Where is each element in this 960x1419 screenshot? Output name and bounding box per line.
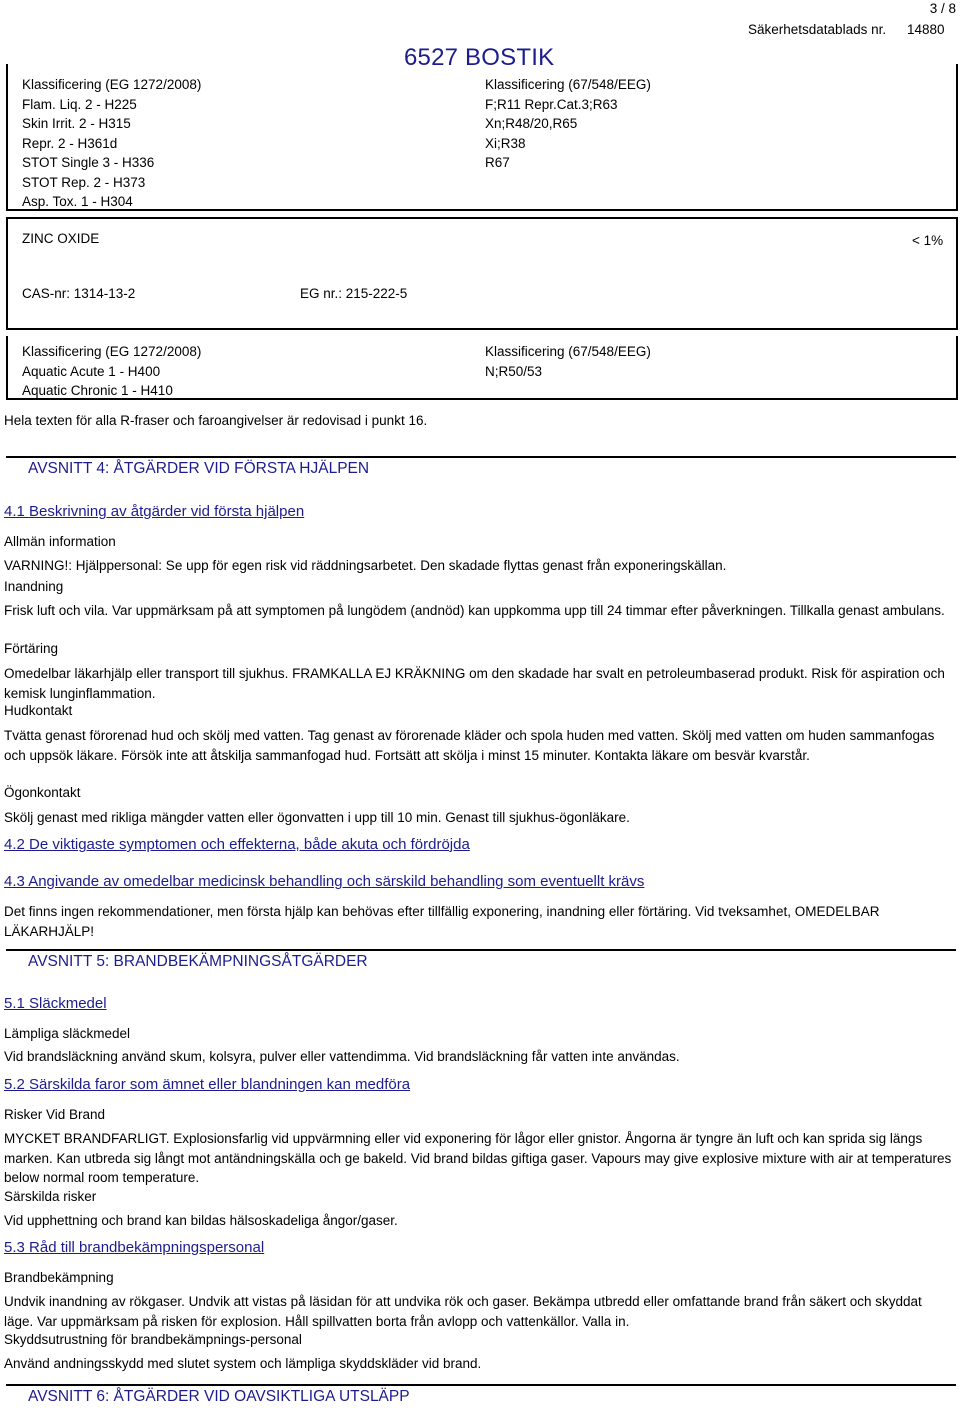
skin-contact-label: Hudkontakt	[4, 703, 73, 718]
list-item: Aquatic Acute 1 - H400	[22, 363, 161, 379]
list-item: Repr. 2 - H361d	[22, 135, 118, 151]
list-item: N;R50/53	[485, 363, 543, 379]
document-title: 6527 BOSTIK	[404, 44, 555, 71]
skin-contact-text: Tvätta genast förorenad hud och skölj med vatten. Tag genast av förorenade kläder och spola huden med vatten. Skölj med vatten om huden sammanfogas och uppsök läkare. Försök inte att åtskilja sammanfogad hud. Fortsätt att skölja i minst 15 minuter. Kontakta läkare om besvär kvarstår.	[4, 728, 935, 763]
extinguishing-media-text: Vid brandsläckning använd skum, kolsyra, pulver eller vattendimma. Vid brandsläckning får vatten inte användas.	[4, 1049, 680, 1064]
fire-hazards-text: MYCKET BRANDFARLIGT. Explosionsfarlig vid uppvärmning eller vid exponering för lågor eller gnistor. Ångorna är tyngre än luft och kan sprida sig längs marken. Kan utbreda sig långt mot antändningskälla och ge bakeld. Vid brand bildas giftiga gaser. Vapours may give explosive mixture with air at temperatures below normal room temperature.	[4, 1131, 952, 1185]
list-item: Skin Irrit. 2 - H315	[22, 116, 131, 131]
extinguishing-media-label: Lämpliga släckmedel	[4, 1026, 131, 1041]
cas-number: CAS-nr: 1314-13-2	[22, 286, 136, 301]
subsection-5-3: 5.3 Råd till brandbekämpningspersonal	[4, 1239, 265, 1256]
page-number: 3 / 8	[929, 1, 956, 16]
classification-eg-list	[22, 75, 201, 212]
list-item: Flam. Liq. 2 - H225	[22, 96, 137, 112]
protective-equipment-label: Skyddsutrustning för brandbekämpnings-personal	[4, 1332, 302, 1347]
list-item: Asp. Tox. 1 - H304	[22, 194, 133, 209]
eg-number: EG nr.: 215-222-5	[300, 286, 408, 301]
inhalation-text: Frisk luft och vila. Var uppmärksam på att symptomen på lungödem (andnöd) kan uppkomma upp till 24 timmar efter påverkningen. Tillkalla genast ambulans.	[4, 603, 945, 618]
sds-number: 14880	[907, 22, 945, 37]
list-item: F;R11 Repr.Cat.3;R63	[485, 96, 618, 112]
inhalation-label: Inandning	[4, 579, 64, 594]
protective-equipment-text: Använd andningsskydd med slutet system och lämpliga skyddskläder vid brand.	[4, 1356, 482, 1371]
section-divider	[6, 1384, 956, 1386]
eye-contact-text: Skölj genast med rikliga mängder vatten eller ögonvatten i upp till 10 min. Genast till sjukhus-ögonläkare.	[4, 810, 630, 825]
special-hazards-label: Särskilda risker	[4, 1189, 97, 1204]
list-item: R67	[485, 155, 510, 170]
sds-number-label: Säkerhetsdatablads nr.	[748, 22, 887, 37]
list-item: Klassificering (67/548/EEG)	[485, 344, 651, 359]
firefighting-label: Brandbekämpning	[4, 1270, 114, 1285]
section-divider	[6, 949, 956, 951]
general-info-label: Allmän information	[4, 534, 116, 549]
list-item: Klassificering (67/548/EEG)	[485, 77, 651, 92]
special-hazards-text: Vid upphettning och brand kan bildas hälsoskadeliga ångor/gaser.	[4, 1213, 398, 1228]
list-item: Aquatic Chronic 1 - H410	[22, 383, 173, 398]
list-item: Xi;R38	[485, 135, 526, 151]
substance-eeg-list	[485, 342, 651, 381]
list-item: STOT Rep. 2 - H373	[22, 174, 146, 190]
list-item: Klassificering (EG 1272/2008)	[22, 344, 202, 359]
section-4-heading: AVSNITT 4: ÅTGÄRDER VID FÖRSTA HJÄLPEN	[28, 460, 370, 477]
eye-contact-label: Ögonkontakt	[4, 785, 81, 800]
list-item: Xn;R48/20,R65	[485, 116, 578, 131]
subsection-5-2: 5.2 Särskilda faror som ämnet eller blandningen kan medföra	[4, 1076, 411, 1093]
general-info-text: VARNING!: Hjälppersonal: Se upp för egen risk vid räddningsarbetet. Den skadade flyttas genast från exponeringskällan.	[4, 558, 727, 573]
ingestion-text: Omedelbar läkarhjälp eller transport till sjukhus. FRAMKALLA EJ KRÄKNING om den skadade har svalt en petroleumbaserad produkt. Risk för aspiration och kemisk lunginflammation.	[4, 666, 945, 701]
list-item: STOT Single 3 - H336	[22, 155, 155, 170]
subsection-4-3: 4.3 Angivande av omedelbar medicinsk behandling och särskild behandling som eventuellt krävs	[4, 873, 645, 890]
section-6-heading: AVSNITT 6: ÅTGÄRDER VID OAVSIKTLIGA UTSLÄPP	[28, 1388, 410, 1405]
substance-concentration: < 1%	[912, 233, 944, 248]
subsection-5-1: 5.1 Släckmedel	[4, 995, 107, 1012]
firefighting-text: Undvik inandning av rökgaser. Undvik att vistas på läsidan för att undvika rök och gaser. Bekämpa utbredd eller omfattande brand från säkert och skyddat läge. Var uppmärksam på risken för explosion. Håll spillvatten borta från avlopp och vattenkällor. Valla in.	[4, 1294, 922, 1329]
substance-name: ZINC OXIDE	[22, 231, 100, 246]
fire-hazards-label: Risker Vid Brand	[4, 1107, 106, 1122]
subsection-4-1: 4.1 Beskrivning av åtgärder vid första hjälpen	[4, 503, 305, 520]
section-5-heading: AVSNITT 5: BRANDBEKÄMPNINGSÅTGÄRDER	[28, 953, 368, 970]
ingestion-label: Förtäring	[4, 641, 59, 656]
substance-box	[6, 217, 958, 330]
substance-eg-list	[22, 342, 201, 401]
footnote: Hela texten för alla R-fraser och faroangivelser är redovisad i punkt 16.	[4, 413, 428, 428]
subsection-4-2: 4.2 De viktigaste symptomen och effekterna, både akuta och fördröjda	[4, 836, 470, 853]
medical-treatment-text: Det finns ingen rekommendationer, men första hjälp kan behövas efter tillfällig exponering, inandning eller förtäring. Vid tveksamhet, OMEDELBAR LÄKARHJÄLP!	[4, 904, 880, 939]
list-item: Klassificering (EG 1272/2008)	[22, 77, 202, 92]
section-divider	[6, 456, 956, 458]
classification-eeg-list	[485, 75, 651, 173]
